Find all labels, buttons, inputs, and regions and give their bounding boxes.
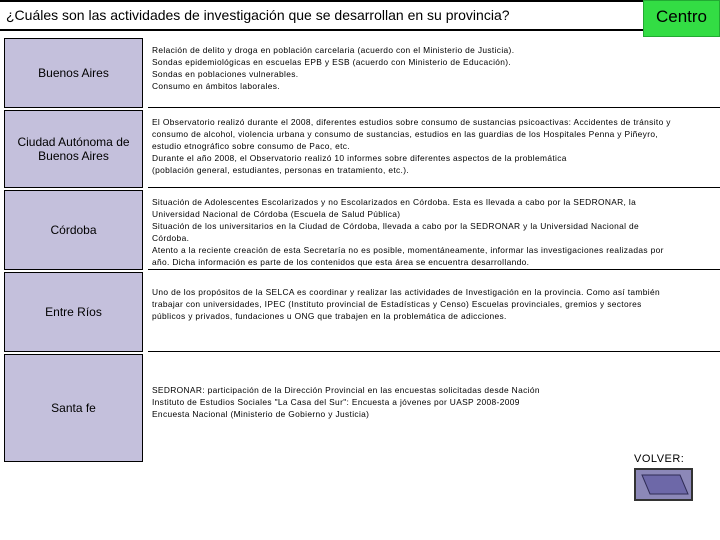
volver-button[interactable]: [634, 468, 693, 501]
description-cell: [148, 272, 720, 352]
description-line: Encuesta Nacional (Ministerio de Gobierno y Justicia): [152, 409, 370, 419]
table-row: [4, 38, 720, 108]
description-line: SEDRONAR: participación de la Dirección Provincial en las encuestas solicitadas desde Nación: [152, 385, 540, 395]
description-line: Universidad Nacional de Córdoba (Escuela de Salud Pública): [152, 209, 401, 219]
description-line: Atento a la reciente creación de esta Secretaría no es posible, momentáneamente, informar las investigaciones realizadas por: [152, 245, 664, 255]
description-line: El Observatorio realizó durante el 2008, diferentes estudios sobre consumo de sustancias psicoactivas: Accidentes de tránsito y: [152, 117, 671, 127]
province-label: Córdoba: [50, 223, 97, 237]
province-label: Buenos Aires: [38, 66, 109, 80]
province-cell: [4, 190, 143, 270]
description-line: año. Dicha información es parte de los contenidos que esta área se encuentra desarrollando.: [152, 257, 530, 267]
description-line: Córdoba.: [152, 233, 190, 243]
description-line: Situación de Adolescentes Escolarizados y no Escolarizados en Córdoba. Esta es llevada a cabo por la SEDRONAR, la: [152, 197, 637, 207]
description-cell: [148, 38, 720, 108]
province-cell: [4, 38, 143, 108]
province-label: Santa fe: [51, 401, 96, 415]
description-line: Durante el año 2008, el Observatorio realizó 10 informes sobre diferentes aspectos de la problemática: [152, 153, 567, 163]
description-line: Consumo en ámbitos laborales.: [152, 81, 280, 91]
description-cell: [148, 354, 720, 462]
volver-label: VOLVER:: [634, 453, 685, 465]
description-cell: [148, 110, 720, 188]
description-line: consumo de alcohol, violencia urbana y consumo de sustancias, estudios en las guardias de los Hospitales Penna y Piñeyro,: [152, 129, 659, 139]
title-bar: [0, 0, 643, 31]
description-line: Instituto de Estudios Sociales "La Casa del Sur": Encuesta a jóvenes por UASP 2008-2009: [152, 397, 520, 407]
description-line: Situación de los universitarios en la Ciudad de Córdoba, llevada a cabo por la SEDRONAR y la Universidad Nacional de: [152, 221, 640, 231]
description-line: Sondas en poblaciones vulnerables.: [152, 69, 299, 79]
table-row: [4, 354, 720, 462]
description-line: Sondas epidemiológicas en escuelas EPB y ESB (acuerdo con Ministerio de Educación).: [152, 57, 512, 67]
province-label: Entre Ríos: [45, 305, 102, 319]
province-cell: [4, 354, 143, 462]
table-row: [4, 190, 720, 270]
description-line: (población general, estudiantes, personas en tratamiento, etc.).: [152, 165, 410, 175]
province-cell: [4, 110, 143, 188]
page-title: ¿Cuáles son las actividades de investigación que se desarrollan en su provincia?: [6, 7, 510, 23]
province-label: Ciudad Autónoma de Buenos Aires: [17, 135, 130, 163]
table-row: [4, 272, 720, 352]
centro-button[interactable]: Centro: [643, 0, 720, 37]
description-line: públicos y privados, fundaciones u ONG que trabajen en la problemática de adicciones.: [152, 311, 507, 321]
description-line: Uno de los propósitos de la SELCA es coordinar y realizar las actividades de Investigación en la provincia. Como así también: [152, 287, 660, 297]
return-arrow-icon: [636, 470, 691, 499]
description-line: Relación de delito y droga en población carcelaria (acuerdo con el Ministerio de Justicia).: [152, 45, 515, 55]
description-line: estudio etnográfico sobre consumo de Paco, etc.: [152, 141, 351, 151]
description-cell: [148, 190, 720, 270]
description-line: trabajar con universidades, IPEC (Instituto provincial de Estadísticas y Censo) Escuelas provinciales, gremios y sectores: [152, 299, 642, 309]
table-row: [4, 110, 720, 188]
province-cell: [4, 272, 143, 352]
